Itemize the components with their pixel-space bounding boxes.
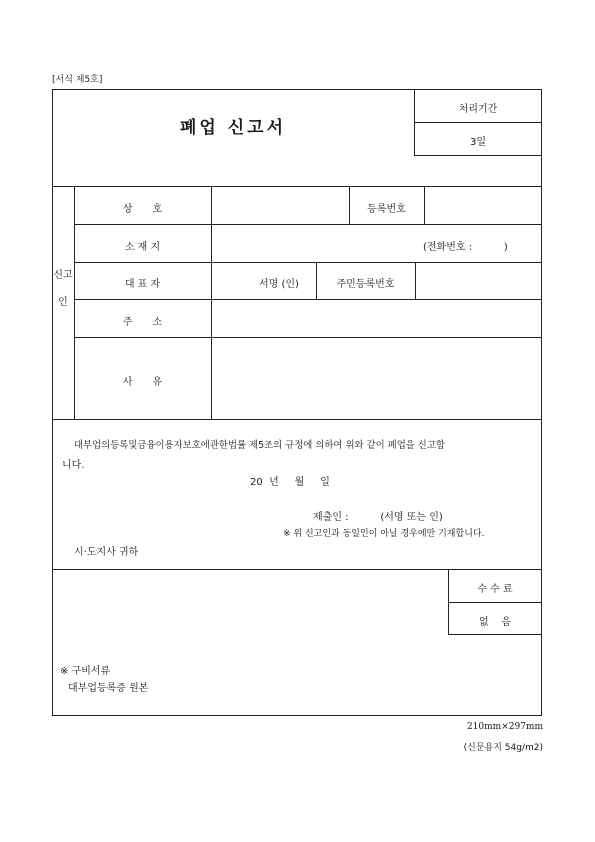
paper-type: (신문용지 54g/m2) [463,743,543,753]
attachments-item: 대부업등록증 원본 [68,683,149,694]
resident-no-label: 주민등록번호 [336,279,395,290]
address-field[interactable] [212,300,541,336]
address-label: 주 소 [122,317,163,328]
representative-label: 대 표 자 [124,279,161,290]
submitter-line: 제출인 : (서명 또는 인) [313,512,443,523]
business-name-label: 상 호 [122,204,163,215]
reason-field[interactable] [212,338,541,418]
processing-period-value: 3일 [469,137,487,148]
attachments-label: ※ 구비서류 [60,666,111,677]
form-title: 폐업 신고서 [179,118,287,138]
location-field[interactable] [212,225,412,261]
paper-size: 210mm×297mm [466,722,543,732]
date-line: 20 년 월 일 [250,477,330,488]
registration-no-field[interactable] [425,187,541,223]
sign-seal-label: 서명 (인) [259,279,299,290]
statement-text-line1: 대부업의등록및금융이용자보호에관한법률 제5조의 규정에 의하여 위와 같이 폐업을 신고합 [74,440,445,451]
statement-text-line2: 니다. [62,460,85,471]
reason-label: 사 유 [122,377,163,388]
registration-no-label: 등록번호 [367,204,406,215]
fee-value: 없 음 [478,617,512,628]
fee-label: 수 수 료 [477,584,513,595]
form-number: [서식 제5호] [52,75,103,85]
addressee: 시·도지사 귀하 [74,547,139,558]
reporter-group-label: 신고인 [53,270,73,308]
processing-period-label: 처리기간 [458,104,498,115]
phone-label: (전화번호 : ) [423,242,508,253]
note-text: ※ 위 신고인과 동일인이 아닐 경우에만 기재합니다. [283,529,485,539]
business-name-field[interactable] [212,187,348,223]
location-label: 소 재 지 [124,242,161,253]
resident-no-field[interactable] [416,263,541,298]
